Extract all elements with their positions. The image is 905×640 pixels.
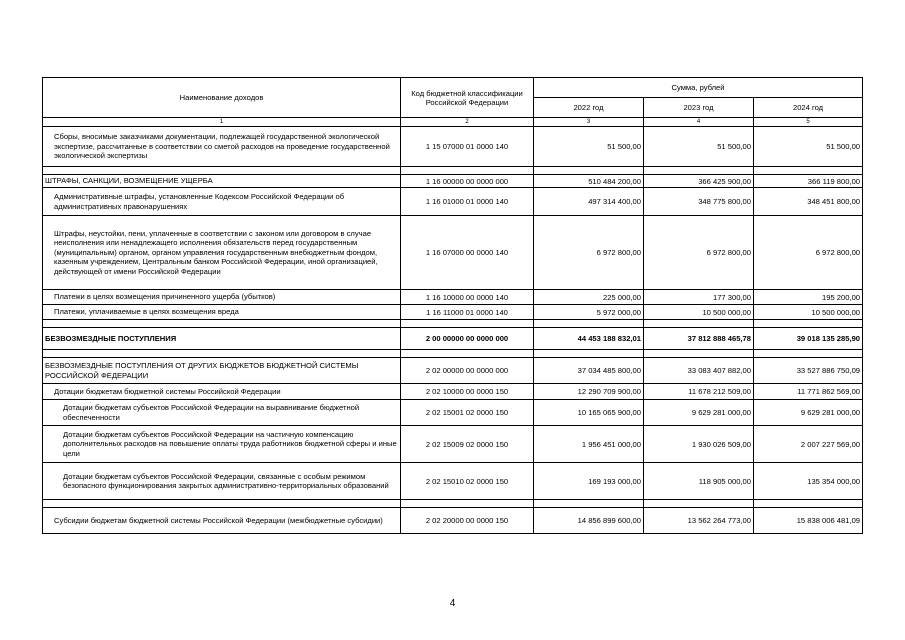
row-value-2024: 33 527 886 750,09 bbox=[754, 358, 863, 384]
row-value-2024: 10 500 000,00 bbox=[754, 305, 863, 320]
column-index: 1 bbox=[43, 118, 401, 127]
column-index: 5 bbox=[754, 118, 863, 127]
table-row bbox=[43, 328, 863, 350]
header-sum: Сумма, рублей bbox=[534, 78, 863, 98]
table-row bbox=[43, 508, 863, 534]
row-value-2024: 11 771 862 569,00 bbox=[754, 384, 863, 400]
row-name: Дотации бюджетам субъектов Российской Федерации на частичную компенсацию дополнительных расходов на повышение оплаты труда работников бюджетной сферы и иные цели bbox=[43, 426, 401, 463]
row-value-2024: 51 500,00 bbox=[754, 127, 863, 167]
row-value-2023: 37 812 888 465,78 bbox=[644, 328, 754, 350]
row-value-2023: 33 083 407 882,00 bbox=[644, 358, 754, 384]
row-code: 2 00 00000 00 0000 000 bbox=[401, 328, 534, 350]
row-value-2022: 169 193 000,00 bbox=[534, 463, 644, 500]
row-name: Платежи, уплачиваемые в целях возмещения вреда bbox=[43, 305, 401, 320]
row-value-2023: 6 972 800,00 bbox=[644, 216, 754, 290]
row-code: 2 02 15010 02 0000 150 bbox=[401, 463, 534, 500]
column-index: 3 bbox=[534, 118, 644, 127]
row-value-2022: 37 034 485 800,00 bbox=[534, 358, 644, 384]
row-value-2022: 10 165 065 900,00 bbox=[534, 400, 644, 426]
column-index: 2 bbox=[401, 118, 534, 127]
row-value-2024: 6 972 800,00 bbox=[754, 216, 863, 290]
table-row bbox=[43, 463, 863, 500]
row-value-2023: 10 500 000,00 bbox=[644, 305, 754, 320]
row-value-2023: 9 629 281 000,00 bbox=[644, 400, 754, 426]
spacer-row bbox=[43, 320, 863, 328]
row-name: Субсидии бюджетам бюджетной системы Российской Федерации (межбюджетные субсидии) bbox=[43, 508, 401, 534]
table-row bbox=[43, 384, 863, 400]
row-code: 2 02 15001 02 0000 150 bbox=[401, 400, 534, 426]
row-value-2023: 13 562 264 773,00 bbox=[644, 508, 754, 534]
spacer-row bbox=[43, 500, 863, 508]
header-year-2022: 2022 год bbox=[534, 98, 644, 118]
budget-income-table bbox=[42, 77, 863, 534]
page-number: 4 bbox=[449, 598, 456, 609]
row-value-2022: 14 856 899 600,00 bbox=[534, 508, 644, 534]
row-value-2022: 1 956 451 000,00 bbox=[534, 426, 644, 463]
row-name: БЕЗВОЗМЕЗДНЫЕ ПОСТУПЛЕНИЯ bbox=[43, 328, 401, 350]
row-code: 1 15 07000 01 0000 140 bbox=[401, 127, 534, 167]
row-code: 2 02 10000 00 0000 150 bbox=[401, 384, 534, 400]
table-row bbox=[43, 426, 863, 463]
table-row bbox=[43, 127, 863, 167]
row-value-2024: 366 119 800,00 bbox=[754, 175, 863, 188]
row-value-2022: 6 972 800,00 bbox=[534, 216, 644, 290]
header-name: Наименование доходов bbox=[43, 78, 401, 118]
row-code: 1 16 11000 01 0000 140 bbox=[401, 305, 534, 320]
row-value-2024: 348 451 800,00 bbox=[754, 188, 863, 216]
row-code: 1 16 10000 00 0000 140 bbox=[401, 290, 534, 305]
row-name: Административные штрафы, установленные Кодексом Российской Федерации об административных правонарушениях bbox=[43, 188, 401, 216]
table-row bbox=[43, 188, 863, 216]
row-value-2022: 510 484 200,00 bbox=[534, 175, 644, 188]
row-name: Дотации бюджетам бюджетной системы Российской Федерации bbox=[43, 384, 401, 400]
row-code: 1 16 00000 00 0000 000 bbox=[401, 175, 534, 188]
row-value-2022: 225 000,00 bbox=[534, 290, 644, 305]
column-index: 4 bbox=[644, 118, 754, 127]
row-value-2022: 5 972 000,00 bbox=[534, 305, 644, 320]
row-name: Платежи в целях возмещения причиненного ущерба (убытков) bbox=[43, 290, 401, 305]
table-row bbox=[43, 305, 863, 320]
row-value-2023: 366 425 900,00 bbox=[644, 175, 754, 188]
row-name: ШТРАФЫ, САНКЦИИ, ВОЗМЕЩЕНИЕ УЩЕРБА bbox=[43, 175, 401, 188]
row-value-2023: 118 905 000,00 bbox=[644, 463, 754, 500]
row-name: Штрафы, неустойки, пени, уплаченные в соответствии с законом или договором в случае неисполнения или ненадлежащего исполнения обязательств перед государственным (муниципальным) органом, органом управления государственным внебюджетным фондом, казенным учреждением, Центральным банком Российской Федерации, иной организацией, действующей от имени Российской Федерации bbox=[43, 216, 401, 290]
table-row bbox=[43, 358, 863, 384]
table-row bbox=[43, 290, 863, 305]
row-value-2024: 15 838 006 481,09 bbox=[754, 508, 863, 534]
row-value-2022: 12 290 709 900,00 bbox=[534, 384, 644, 400]
row-value-2024: 2 007 227 569,00 bbox=[754, 426, 863, 463]
row-value-2023: 348 775 800,00 bbox=[644, 188, 754, 216]
table-row bbox=[43, 175, 863, 188]
row-code: 1 16 07000 00 0000 140 bbox=[401, 216, 534, 290]
row-code: 1 16 01000 01 0000 140 bbox=[401, 188, 534, 216]
row-value-2024: 9 629 281 000,00 bbox=[754, 400, 863, 426]
spacer-row bbox=[43, 350, 863, 358]
spacer-row bbox=[43, 167, 863, 175]
table-row bbox=[43, 400, 863, 426]
row-value-2024: 135 354 000,00 bbox=[754, 463, 863, 500]
row-name: Дотации бюджетам субъектов Российской Федерации на выравнивание бюджетной обеспеченности bbox=[43, 400, 401, 426]
header-year-2023: 2023 год bbox=[644, 98, 754, 118]
row-code: 2 02 15009 02 0000 150 bbox=[401, 426, 534, 463]
row-value-2022: 497 314 400,00 bbox=[534, 188, 644, 216]
row-code: 2 02 20000 00 0000 150 bbox=[401, 508, 534, 534]
row-value-2022: 44 453 188 832,01 bbox=[534, 328, 644, 350]
row-name: Дотации бюджетам субъектов Российской Федерации, связанные с особым режимом безопасного функционирования закрытых административно-территориальных образований bbox=[43, 463, 401, 500]
row-value-2023: 177 300,00 bbox=[644, 290, 754, 305]
row-value-2022: 51 500,00 bbox=[534, 127, 644, 167]
row-value-2024: 39 018 135 285,90 bbox=[754, 328, 863, 350]
header-code: Код бюджетной классификации Российской Федерации bbox=[401, 78, 534, 118]
row-name: БЕЗВОЗМЕЗДНЫЕ ПОСТУПЛЕНИЯ ОТ ДРУГИХ БЮДЖЕТОВ БЮДЖЕТНОЙ СИСТЕМЫ РОССИЙСКОЙ ФЕДЕРАЦИИ bbox=[43, 358, 401, 384]
row-value-2023: 1 930 026 509,00 bbox=[644, 426, 754, 463]
row-value-2023: 51 500,00 bbox=[644, 127, 754, 167]
row-name: Сборы, вносимые заказчиками документации, подлежащей государственной экологической экспертизе, рассчитанные в соответствии со сметой расходов на проведение государственной экологической экспертизы bbox=[43, 127, 401, 167]
header-year-2024: 2024 год bbox=[754, 98, 863, 118]
row-value-2023: 11 678 212 509,00 bbox=[644, 384, 754, 400]
table-row bbox=[43, 216, 863, 290]
row-value-2024: 195 200,00 bbox=[754, 290, 863, 305]
row-code: 2 02 00000 00 0000 000 bbox=[401, 358, 534, 384]
